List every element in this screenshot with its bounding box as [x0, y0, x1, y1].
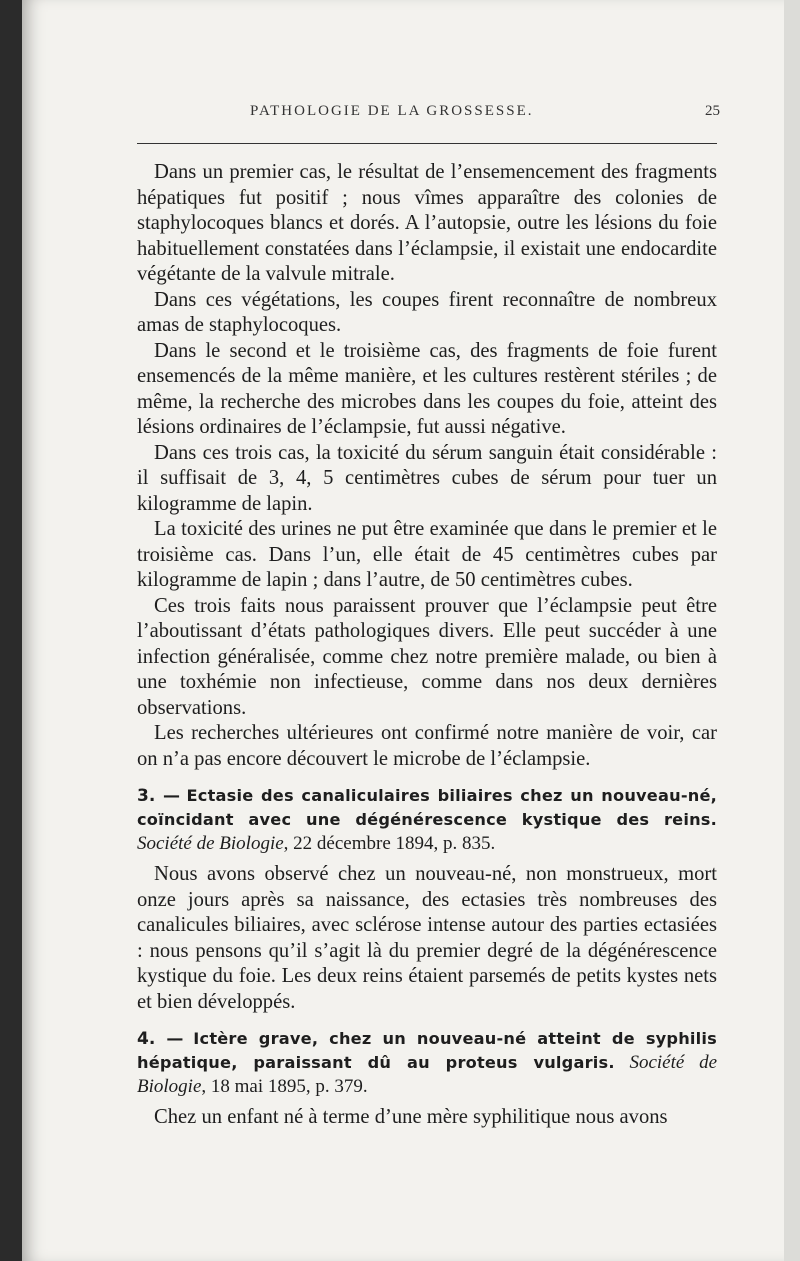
bibliography-entry-3 — [137, 784, 717, 856]
entry-number: 3. — — [137, 786, 180, 806]
page-body — [137, 160, 717, 1131]
header-rule — [137, 143, 717, 144]
running-header — [130, 103, 720, 127]
paragraph: Ces trois faits nous paraissent prouver que l’éclampsie peut être l’aboutissant d’états pathologiques divers. Elle peut succéder à une infection généralisée, comme chez notre première malade, ou bien à une toxhémie non infectieuse, comme dans nos deux dernières observations. — [137, 594, 717, 719]
paragraph: La toxicité des urines ne put être examinée que dans le premier et le troisième cas. Dans l’un, elle était de 45 centimètres cubes par kilogramme de lapin ; dans l’autre, de 50 centimètres cubes. — [137, 518, 717, 591]
paragraph: Les recherches ultérieures ont confirmé notre manière de voir, car on n’a pas encore découvert le microbe de l’éclampsie. — [137, 722, 717, 770]
entry-heading: Ectasie des canaliculaires biliaires chez un nouveau-né, coïncidant avec une dégénérescence kystique des reins. — [137, 786, 718, 829]
paragraph: Nous avons observé chez un nouveau-né, non monstrueux, mort onze jours après sa naissance, des ectasies très nombreuses des canalicules biliaires, avec sclérose intense autour des parties ectasiées : nous pensons qu’il s’agit là du premier degré de la dégénérescence kystique du foie. Les deux reins étaient parsemés de petits kystes nets et bien développés. — [137, 863, 717, 1013]
running-title: PATHOLOGIE DE LA GROSSESSE. — [250, 103, 534, 119]
page-edge — [784, 0, 800, 1261]
paragraph: Dans un premier cas, le résultat de l’ensemencement des fragments hépatiques fut positif ; nous vîmes apparaître des colonies de staphylocoques blancs et dorés. A l’autopsie, outre les lésions du foie habituellement constatées dans l’éclampsie, il existait une endocardite végétante de la valvule mitrale. — [137, 161, 717, 285]
bibliography-entry-4 — [137, 1027, 717, 1099]
paragraph: Dans ces trois cas, la toxicité du sérum sanguin était considérable : il suffisait de 3, 4, 5 centimètres cubes de sérum pour tuer un kilogramme de lapin. — [137, 441, 717, 515]
entry-source: Société de Biologie — [137, 1052, 718, 1097]
page-number: 25 — [705, 103, 720, 119]
paragraph: Chez un enfant né à terme d’une mère syphilitique nous avons — [154, 1106, 668, 1128]
entry-citation: , 22 décembre 1894, p. 835. — [283, 833, 496, 854]
entry-heading: Ictère grave, chez un nouveau-né atteint de syphilis hépatique, paraissant dû au proteus vulgaris. — [137, 1029, 718, 1072]
paragraph: Dans le second et le troisième cas, des fragments de foie furent ensemencés de la même manière, et les cultures restèrent stériles ; de même, la recherche des microbes dans les coupes du foie, atteint des lésions ordinaires de l’éclampsie, fut aussi négative. — [137, 339, 717, 438]
entry-source: Société de Biologie — [137, 833, 284, 854]
entry-number: 4. — — [137, 1029, 184, 1049]
entry-citation: , 18 mai 1895, p. 379. — [201, 1076, 368, 1097]
paragraph: Dans ces végétations, les coupes firent reconnaître de nombreux amas de staphylocoques. — [137, 288, 717, 336]
book-page — [22, 0, 784, 1261]
